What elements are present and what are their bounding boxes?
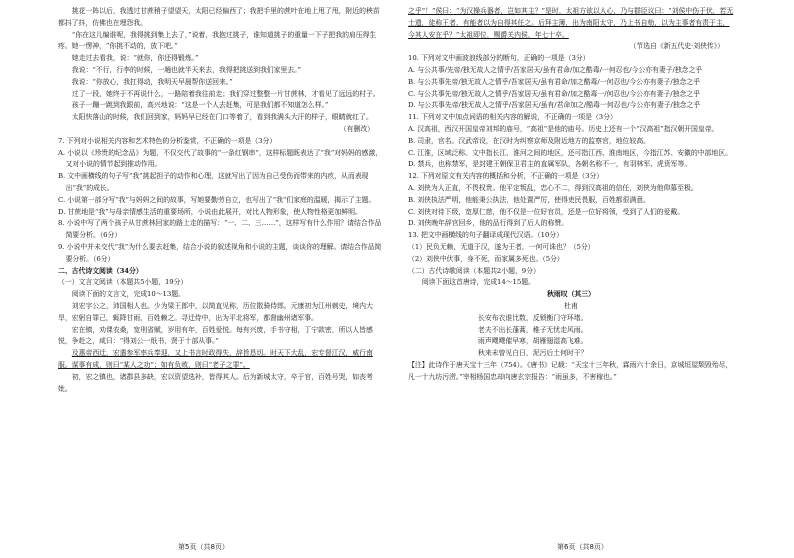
classical-paragraph: 初，宏之镇也，诸郡县多缺，宏以资望选补，皆得其人。后为新城太守，卒于官，百姓号哭，如丧考妣。 xyxy=(58,372,373,393)
story-paragraph: 我说：“不行，行李的时候，一趟也就半天来去，我得把挑送到我们家里去。” xyxy=(71,65,302,74)
question-12-option-d: D. 刘侠晚年辞官回乡，他的品行得到了后人的称赞。 xyxy=(408,219,569,228)
classical-source: （节选自《新五代史·刘侠传》） xyxy=(629,42,724,51)
story-paragraph: 孩子一蹦一跳到我跟前，高兴地说：“这是一个人去赶集，可是我们都不知道怎么样。” xyxy=(71,101,329,110)
page-number: 第5页（共8页） xyxy=(178,543,229,551)
subsection-heading: （一）文言文阅读（本题共5小题，19分） xyxy=(58,278,188,287)
poem-note: 【注】此诗作于唐天宝十三年（754）。《唐书》记载：“天宝十三年秋，霖雨六十余日，京城垣屋颓毁殆尽，凡一十九坊污涝。”宰相杨国忠却向唐玄宗报告：“雨虽多，不害稼也。” xyxy=(408,360,733,381)
question-12-option-b: B. 刘侠执法严明，他能秉公执法，他处置严厉，使得吏民畏服，百姓都很满意。 xyxy=(408,195,650,204)
left-column xyxy=(58,6,384,534)
poem-author: 杜甫 xyxy=(564,301,578,310)
classical-paragraph: 刘宏字公之，沛国相人也。少为梁王郎中，以简直见称，历位散骑侍郎。元康初为江州刺史，境内大旱，宏躬自罪己，辄降甘雨，百姓赖之。寻迁侍中，出为平北将军，都督幽州诸军事。 xyxy=(58,301,373,322)
story-paragraph: 她走过去看我，说：“就你，你还得锻炼。” xyxy=(71,54,199,63)
question-11-stem: 11. 下列对文中加点词语的相关内容的解说，不正确的一项是（3分） xyxy=(408,113,617,122)
question-7-option-c: C. 小说第一部分写“我”与妈妈之间的故事，写她要勤劳自立，也写出了“我”们家庭的温暖，揭示了主题。 xyxy=(58,195,376,204)
question-11-option-a: A. 汉高祖，西汉开国皇帝刘邦的庙号，“高祖”是他的庙号。历史上还有一个“汉高祖”指汉朝开国皇帝。 xyxy=(408,124,719,133)
story-paragraph: “你在这儿编谁呢，我得挑到集上去了，”说着，我抱过挑子，谁知道挑子的重量一下子把我的肩压得生疼。她一愣神，“你挑不动的，放下吧。” xyxy=(58,30,377,51)
story-paragraph: 挑花一阵以后，我透过甘蔗稍子望望天，太阳已经偏西了；我把手里的蔗叶在地上甩了甩，附近的秧苗都抖了抖，仿佛也在埋怨我。 xyxy=(58,7,380,27)
poem-line: 雨声飕飕催早寒，胡雁翅湿高飞难。 xyxy=(478,337,588,346)
question-7-option-d: D. 甘蔗地是“我”与母亲情感生活的重要场所，小说由此展开，对比人物形象，使人物性格更加鲜明。 xyxy=(58,207,362,216)
question-7-stem: 7. 下列对小说相关内容和艺术特色的分析鉴赏，不正确的一项是（3分） xyxy=(58,136,277,145)
section-heading: 二、古代诗文阅读（34分） xyxy=(58,266,143,275)
story-paragraph: 太阳快落山的时候，我们回到家，妈妈早已经在门口等着了，看到我满头大汗的样子，眼睛就红了。 xyxy=(71,113,373,122)
question-10-option-c: C. 与公共事先帝/独无故人之情乎/吾家居天/虽有君命/加之酷毒一/何忍也/今公亦有妻子/独念之乎 xyxy=(408,89,700,98)
right-column xyxy=(408,6,734,534)
classical-paragraph: 宏在镇，劝课农桑，宽刑省赋，岁用有年，百姓爱悦。每有兴废，手书守相，丁宁款密，所以人皆感悦，争赴之，咸曰：“得刘公一纸书，贤于十部从事。” xyxy=(58,325,373,346)
poem-instruction: 阅读下面这首唐诗，完成14～15题。 xyxy=(421,278,535,287)
question-8: 8. 小说中写了两个孩子从甘蔗林回家的路上走的描写：“一、二、三……”，这样写有什么作用？请结合作品简要分析。（6分） xyxy=(58,219,382,240)
classical-continued: 之乎”！”侯曰：“为汉操兵器者，岂如其主？”是时，太祖方欲以人心，乃与群臣议曰：“刘侯中伤于伏，若无士遗，徒称王者、有能者以为自得其任之。后拜主簿，出为南阳太守，乃上书自劾，以为主事者有责于主，今其人安在乎？”太祖即位，赐爵关内侯，年七十卒。 xyxy=(408,7,734,39)
question-10-stem: 10. 下列对文中画波浪线部分的断句，正确的一项是（3分） xyxy=(408,54,590,63)
poem-line: 秋来未曾见白日，泥污后土何时干？ xyxy=(478,349,588,358)
story-paragraph: 我说：“你放心，我扛得动，我明天早晨帮你送回来。” xyxy=(71,77,233,86)
poem-line: 长安布衣谁比数，反锁衡门守环堵。 xyxy=(478,313,588,322)
question-10-option-b: B. 与公共事先帝/独无故人之情乎/吾家居天/虽有君命/加之酷毒/一何忍也/今公亦有妻子/独念之乎 xyxy=(408,77,700,86)
question-13-stem: 13. 把文中画横线的句子翻译成现代汉语。（10分） xyxy=(408,231,563,240)
question-12-stem: 12. 下列对原文有关内容的概括和分析，不正确的一项是（3分） xyxy=(408,172,604,181)
question-13-item-2: （2）刘侠中伏事，身不死，而家属多死也。（5分） xyxy=(408,254,564,263)
classical-paragraph: 及惠帝西迁，宏遣参军率兵奉迎，又上书言时政得失，辞旨恳切。时天下大乱，宏专督江汉，威行南服。谋事有成，则曰“某人之功”；如有负败，则曰“老子之罪”。 xyxy=(58,349,373,369)
question-10-option-d: D. 与公共事先帝/独无故人之情乎/吾家居天/虽有/君命加之/酷毒一何忍也/今公亦有妻子/独念之乎 xyxy=(408,101,701,110)
poem-line: 老夫不出长蓬蒿，稚子无忧走风雨。 xyxy=(478,325,588,334)
subsection-heading: （二）古代诗歌阅读（本题共2小题，9分） xyxy=(408,266,540,275)
story-source: （有删改） xyxy=(339,124,374,133)
question-11-option-b: B. 司隶，官名。汉武帝设，在汉时为纠察京师及附近地方的监察官，地位较高。 xyxy=(408,136,650,145)
question-10-option-a: A. 与公共事/先帝/独无故人之情乎/吾家居天/虽有君命/加之酷毒/一何忍也/今公亦有妻子/独念之乎 xyxy=(408,65,703,74)
story-paragraph: 过了一段，她终于不再说什么，一路陪着我往前走；我们穿过整整一片甘蔗林，才看见了远远的村子。 xyxy=(71,89,380,98)
page-number: 第6页（共8页） xyxy=(557,543,608,551)
question-13-item-1: （1）民负无赖，无道于汉，遂为王者，一何可诛也？（5分） xyxy=(408,242,595,251)
page-right xyxy=(397,0,794,558)
poem-title: 秋雨叹（其三） xyxy=(547,290,595,299)
question-12-option-c: C. 刘侠对待下级，宽厚仁慈，他不仅是一位好官员，还是一位好将领，受到了人们的爱戴。 xyxy=(408,207,685,216)
question-11-option-c: C. 江淮，区域泛称。文中指长江、淮河之间的地区，还可指江西、淮南地区，今指江苏、安徽的中部地区。 xyxy=(408,148,732,157)
question-7-option-a: A. 小说以《珍贵的纪念品》为题，不仅交代了故事的“一条红钢串”，这样标题既表达了“我”对妈妈的感激，又对小说的情节起到推动作用。 xyxy=(58,148,383,169)
question-7-option-b: B. 文中画横线的句子写“我”挑起担子的动作和心理，这就写出了因为自己受伤而带来的内疚，从而表现出“我”的成长。 xyxy=(58,172,369,192)
question-9: 9. 小说中并未交代“我”为什么要去赶集，结合小说的叙述视角和小说的主题，谈谈你的理解。请结合作品简要分析。（6分） xyxy=(58,242,382,263)
question-12-option-a: A. 刘侠为人正直，不畏权贵。他平定叛乱，忠心不二，得到汉高祖的信任，刘侠为他仰慕至极。 xyxy=(408,183,698,192)
question-11-option-d: D. 禁兵，也称禁军，是封建王朝保卫君主的直属军队，各朝名称不一，有羽林军、虎贲军等。 xyxy=(408,160,692,169)
reading-instruction: 阅读下面的文言文，完成10～13题。 xyxy=(71,290,185,299)
